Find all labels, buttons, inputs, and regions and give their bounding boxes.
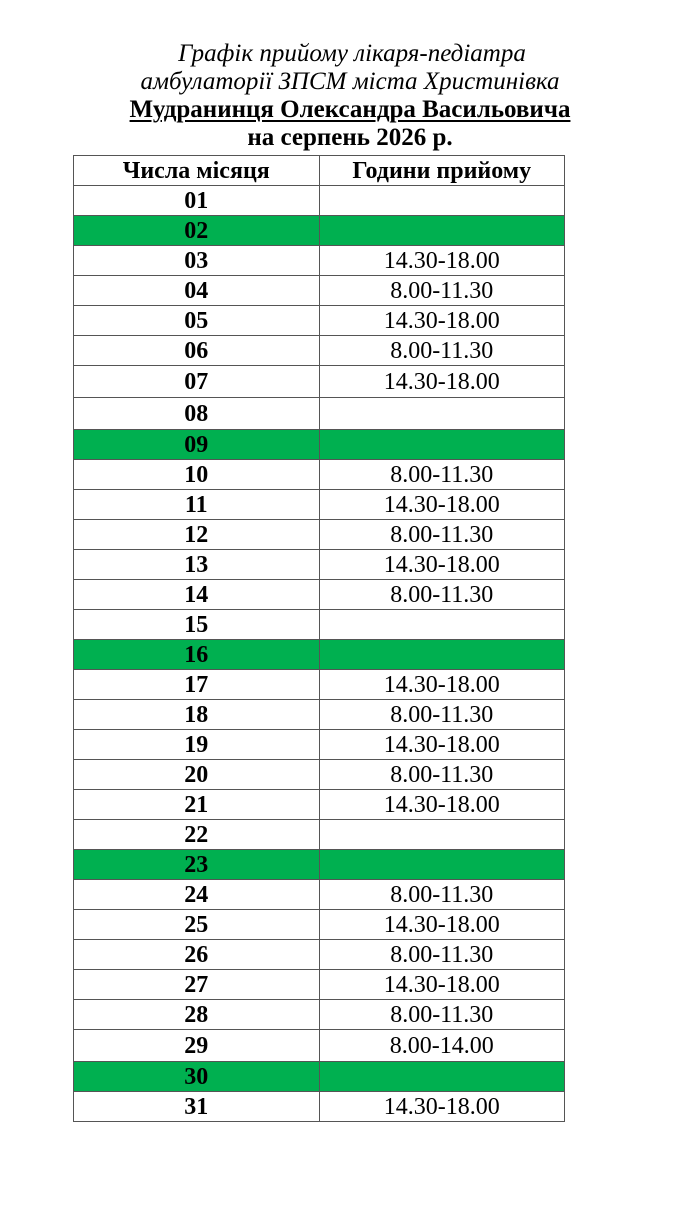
table-row xyxy=(74,1092,565,1122)
header-line-clinic: амбулаторії ЗПСМ міста Христинівка xyxy=(140,68,560,95)
hours-cell: 8.00-11.30 xyxy=(319,700,565,730)
hours-cell: 8.00-14.00 xyxy=(319,1030,565,1062)
day-cell: 16 xyxy=(74,640,320,670)
hours-cell: 14.30-18.00 xyxy=(319,246,565,276)
table-row xyxy=(74,366,565,398)
hours-cell: 14.30-18.00 xyxy=(319,910,565,940)
header-line-doctor-name: Мудранинця Олександра Васильовича xyxy=(129,96,571,123)
table-row xyxy=(74,460,565,490)
day-cell: 25 xyxy=(74,910,320,940)
table-row xyxy=(74,550,565,580)
hours-cell: 14.30-18.00 xyxy=(319,306,565,336)
hours-cell: 14.30-18.00 xyxy=(319,490,565,520)
hours-cell xyxy=(319,216,565,246)
hours-cell: 8.00-11.30 xyxy=(319,460,565,490)
day-cell: 22 xyxy=(74,820,320,850)
day-cell: 11 xyxy=(74,490,320,520)
hours-cell xyxy=(319,1062,565,1092)
day-cell: 04 xyxy=(74,276,320,306)
day-cell: 18 xyxy=(74,700,320,730)
table-row xyxy=(74,1062,565,1092)
table-row xyxy=(74,1000,565,1030)
table-row xyxy=(74,246,565,276)
table-row xyxy=(74,760,565,790)
hours-cell xyxy=(319,640,565,670)
hours-cell: 8.00-11.30 xyxy=(319,1000,565,1030)
hours-cell xyxy=(319,820,565,850)
hours-cell: 14.30-18.00 xyxy=(319,730,565,760)
hours-cell: 8.00-11.30 xyxy=(319,336,565,366)
table-row xyxy=(74,850,565,880)
table-row xyxy=(74,580,565,610)
table-row xyxy=(74,670,565,700)
day-cell: 08 xyxy=(74,398,320,430)
table-row xyxy=(74,610,565,640)
table-row xyxy=(74,490,565,520)
day-cell: 19 xyxy=(74,730,320,760)
table-row xyxy=(74,970,565,1000)
hours-cell xyxy=(319,850,565,880)
table-row xyxy=(74,700,565,730)
day-cell: 01 xyxy=(74,186,320,216)
day-cell: 05 xyxy=(74,306,320,336)
day-cell: 13 xyxy=(74,550,320,580)
day-cell: 02 xyxy=(74,216,320,246)
day-cell: 28 xyxy=(74,1000,320,1030)
day-cell: 21 xyxy=(74,790,320,820)
table-row xyxy=(74,216,565,246)
table-row xyxy=(74,336,565,366)
day-cell: 27 xyxy=(74,970,320,1000)
table-row xyxy=(74,640,565,670)
table-row xyxy=(74,820,565,850)
day-cell: 15 xyxy=(74,610,320,640)
hours-cell: 14.30-18.00 xyxy=(319,670,565,700)
day-cell: 09 xyxy=(74,430,320,460)
day-cell: 03 xyxy=(74,246,320,276)
table-row xyxy=(74,520,565,550)
table-row xyxy=(74,430,565,460)
day-cell: 26 xyxy=(74,940,320,970)
day-cell: 20 xyxy=(74,760,320,790)
hours-cell xyxy=(319,398,565,430)
hours-cell xyxy=(319,610,565,640)
day-cell: 07 xyxy=(74,366,320,398)
table-row xyxy=(74,730,565,760)
table-row xyxy=(74,1030,565,1062)
document-header xyxy=(0,40,700,152)
table-row xyxy=(74,186,565,216)
day-cell: 30 xyxy=(74,1062,320,1092)
hours-cell: 8.00-11.30 xyxy=(319,940,565,970)
hours-cell: 8.00-11.30 xyxy=(319,520,565,550)
table-row xyxy=(74,940,565,970)
table-row xyxy=(74,306,565,336)
hours-cell: 14.30-18.00 xyxy=(319,1092,565,1122)
column-header-day: Числа місяця xyxy=(74,156,320,186)
day-cell: 31 xyxy=(74,1092,320,1122)
table-row xyxy=(74,910,565,940)
day-cell: 24 xyxy=(74,880,320,910)
day-cell: 14 xyxy=(74,580,320,610)
day-cell: 12 xyxy=(74,520,320,550)
table-header-row xyxy=(74,156,565,186)
day-cell: 29 xyxy=(74,1030,320,1062)
table-row xyxy=(74,398,565,430)
hours-cell: 14.30-18.00 xyxy=(319,790,565,820)
day-cell: 10 xyxy=(74,460,320,490)
schedule-body xyxy=(74,186,565,1122)
hours-cell: 14.30-18.00 xyxy=(319,970,565,1000)
hours-cell: 8.00-11.30 xyxy=(319,580,565,610)
hours-cell: 14.30-18.00 xyxy=(319,366,565,398)
table-row xyxy=(74,276,565,306)
day-cell: 17 xyxy=(74,670,320,700)
hours-cell: 8.00-11.30 xyxy=(319,880,565,910)
header-line-period: на серпень 2026 р. xyxy=(247,124,453,151)
hours-cell: 8.00-11.30 xyxy=(319,760,565,790)
schedule-table xyxy=(73,155,565,1122)
day-cell: 06 xyxy=(74,336,320,366)
header-line-doctor-role: Графік прийому лікаря-педіатра xyxy=(178,40,526,67)
table-row xyxy=(74,790,565,820)
hours-cell: 14.30-18.00 xyxy=(319,550,565,580)
hours-cell xyxy=(319,430,565,460)
hours-cell xyxy=(319,186,565,216)
column-header-hours: Години прийому xyxy=(319,156,565,186)
table-row xyxy=(74,880,565,910)
hours-cell: 8.00-11.30 xyxy=(319,276,565,306)
day-cell: 23 xyxy=(74,850,320,880)
